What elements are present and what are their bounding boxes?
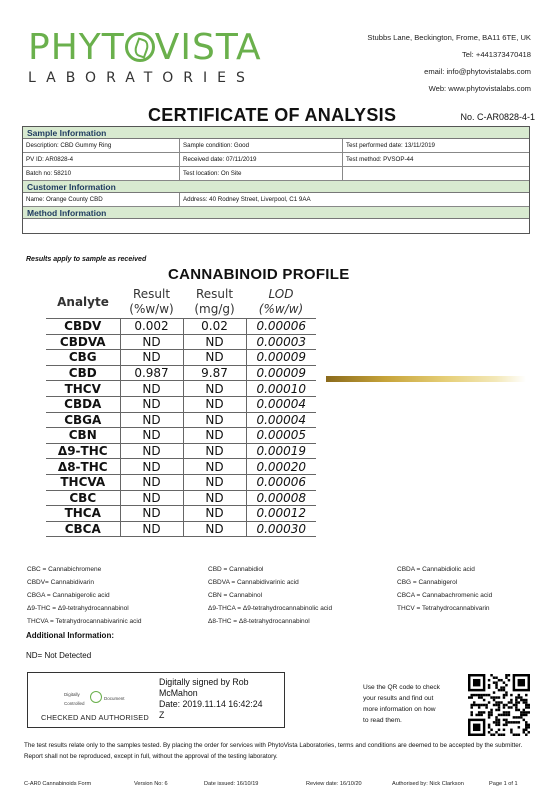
stamp-text-document: Document <box>104 696 125 701</box>
legend-entry: CBGA = Cannabigerolic acid <box>27 592 110 599</box>
signature-line: Digitally signed by Rob <box>159 677 249 687</box>
customer-name: Name: Orange County CBD <box>23 193 180 206</box>
lod-value: 0.00006 <box>246 474 316 490</box>
signature-line: McMahon <box>159 688 198 698</box>
result-pct: ND <box>120 474 183 490</box>
header-lod <box>246 286 316 319</box>
company-tel: Tel: +441373470418 <box>461 50 531 59</box>
signature-date: Date: 2019.11.14 16:42:24 <box>159 699 263 709</box>
result-mg: ND <box>183 396 246 412</box>
customer-address: Address: 40 Rodney Street, Liverpool, C1 9AA <box>183 196 311 203</box>
footer-issued: Date issued: 16/10/19 <box>204 781 259 787</box>
result-mg: ND <box>183 490 246 506</box>
qr-text-line: your results and find out <box>363 695 434 702</box>
legend-entry: Δ8-THC = Δ8-tetrahydrocannabinol <box>208 618 310 625</box>
lod-value: 0.00020 <box>246 459 316 475</box>
table-row <box>46 396 316 412</box>
result-mg: 0.02 <box>183 319 246 335</box>
legend-entry: CBCA = Cannabachromenic acid <box>397 592 493 599</box>
result-pct: ND <box>120 381 183 397</box>
customer-info-heading: Customer Information <box>23 181 529 193</box>
table-row <box>46 428 316 444</box>
lod-value: 0.00004 <box>246 396 316 412</box>
page-footer <box>24 781 536 791</box>
analyte-name: CBDVA <box>46 334 120 350</box>
result-mg: ND <box>183 334 246 350</box>
result-mg: ND <box>183 412 246 428</box>
company-address: Stubbs Lane, Beckington, Frome, BA11 6TE, UK <box>367 33 531 42</box>
result-pct: ND <box>120 459 183 475</box>
profile-title: CANNABINOID PROFILE <box>168 266 350 283</box>
lod-value: 0.00009 <box>246 350 316 366</box>
result-pct: ND <box>120 350 183 366</box>
result-mg: ND <box>183 474 246 490</box>
test-method: Test method: PVSOP-44 <box>346 156 414 163</box>
analyte-name: CBGA <box>46 412 120 428</box>
legend-row <box>27 576 537 589</box>
company-email: email: info@phytovistalabs.com <box>424 67 531 76</box>
checked-authorised-label: CHECKED AND AUTHORISED <box>41 713 149 722</box>
result-pct: ND <box>120 521 183 537</box>
table-row <box>46 350 316 366</box>
table-row <box>46 490 316 506</box>
footer-form: C-AR0 Cannabinoids Form <box>24 781 92 787</box>
footer-review: Review date: 16/10/20 <box>306 781 362 787</box>
lod-value: 0.00010 <box>246 381 316 397</box>
analyte-name: THCV <box>46 381 120 397</box>
header-result-pct-line2: (%w/w) <box>129 302 174 316</box>
analyte-name: THCA <box>46 506 120 522</box>
analyte-name: Δ8-THC <box>46 459 120 475</box>
legend-entry: THCVA = Tetrahydrocannabivarinic acid <box>27 618 142 625</box>
result-pct: ND <box>120 506 183 522</box>
document-title: CERTIFICATE OF ANALYSIS <box>148 105 397 125</box>
lod-value: 0.00008 <box>246 490 316 506</box>
table-row <box>46 319 316 335</box>
lod-value: 0.00003 <box>246 334 316 350</box>
additional-info-heading: Additional Information: <box>26 631 114 640</box>
lod-value: 0.00030 <box>246 521 316 537</box>
result-pct: 0.987 <box>120 365 183 381</box>
table-row <box>46 412 316 428</box>
logo-subtitle: LABORATORIES <box>28 70 255 86</box>
received-date: Received date: 07/11/2019 <box>180 153 343 166</box>
table-row <box>46 334 316 350</box>
signature-box <box>27 672 285 728</box>
stamp-text-controlled: Controlled <box>64 701 85 706</box>
method-info-blank <box>23 219 529 233</box>
analyte-name: CBG <box>46 350 120 366</box>
table-row <box>23 139 529 153</box>
sample-description: Description: CBD Gummy Ring <box>23 139 180 152</box>
lod-value: 0.00009 <box>246 365 316 381</box>
result-pct: 0.002 <box>120 319 183 335</box>
lod-value: 0.00019 <box>246 443 316 459</box>
test-location: Test location: On Site <box>180 167 343 180</box>
company-web: Web: www.phytovistalabs.com <box>428 84 531 93</box>
table-row <box>23 153 529 167</box>
empty-cell <box>343 167 529 180</box>
sample-info-table <box>22 126 530 234</box>
sample-condition: Sample condition: Good <box>180 139 343 152</box>
nd-note: ND= Not Detected <box>26 651 92 660</box>
table-header-row <box>46 286 316 319</box>
test-performed-date: Test performed date: 13/11/2019 <box>346 142 435 149</box>
analyte-name: CBCA <box>46 521 120 537</box>
batch-number: Batch no: 58210 <box>23 167 180 180</box>
company-logo <box>28 28 268 86</box>
legend-entry: THCV = Tetrahydrocannabivarin <box>397 605 490 612</box>
legend-entry: CBN = Cannabinol <box>208 592 263 599</box>
decorative-gold-bar <box>326 376 526 382</box>
table-row <box>23 167 529 181</box>
header-result-mg-line2: (mg/g) <box>194 302 235 316</box>
stamp-text-digitally: Digitally <box>64 692 80 697</box>
pv-id: PV ID: AR0828-4 <box>23 153 180 166</box>
legend-entry: CBC = Cannabichromene <box>27 566 102 573</box>
legend-entry: Δ9-THCA = Δ9-tetrahydrocannabinolic acid <box>208 605 333 612</box>
sample-info-heading: Sample Information <box>23 127 529 139</box>
legend-entry: CBD = Cannabidiol <box>208 566 264 573</box>
lod-value: 0.00006 <box>246 319 316 335</box>
table-row <box>46 459 316 475</box>
qr-instructions <box>363 682 463 726</box>
certificate-number: No. C-AR0828-4-1 <box>460 112 535 122</box>
lod-value: 0.00005 <box>246 428 316 444</box>
result-mg: ND <box>183 506 246 522</box>
legend-row <box>27 589 537 602</box>
qr-text-line: more information on how <box>363 706 436 713</box>
header-result-mg-line1: Result <box>195 287 234 301</box>
table-row <box>46 365 316 381</box>
qr-code-icon[interactable] <box>468 674 530 736</box>
result-pct: ND <box>120 412 183 428</box>
results-note: Results apply to sample as received <box>26 256 147 263</box>
result-mg: ND <box>183 428 246 444</box>
table-row <box>46 506 316 522</box>
analyte-name: THCVA <box>46 474 120 490</box>
result-pct: ND <box>120 443 183 459</box>
result-mg: 9.87 <box>183 365 246 381</box>
result-pct: ND <box>120 396 183 412</box>
abbreviation-legend <box>27 563 537 628</box>
cannabinoid-table <box>46 286 316 537</box>
leaf-icon <box>90 691 102 703</box>
result-pct: ND <box>120 490 183 506</box>
legend-entry: CBDV= Cannabidivarin <box>27 579 95 586</box>
result-mg: ND <box>183 381 246 397</box>
logo-wordmark <box>28 28 268 68</box>
table-row <box>46 381 316 397</box>
logo-text-left: PHYT <box>28 27 125 68</box>
footer-page: Page 1 of 1 <box>489 781 518 787</box>
header-result-pct-line1: Result <box>132 287 171 301</box>
footer-version: Version No: 6 <box>134 781 168 787</box>
legend-row <box>27 563 537 576</box>
header-result-pct <box>120 286 183 319</box>
legend-entry: CBDA = Cannabidiolic acid <box>397 566 475 573</box>
authorised-stamp <box>30 679 160 723</box>
lod-value: 0.00012 <box>246 506 316 522</box>
qr-text-line: to read them. <box>363 717 402 724</box>
result-mg: ND <box>183 350 246 366</box>
result-pct: ND <box>120 428 183 444</box>
footer-author: Authorised by: Nick Clarkson <box>392 781 464 787</box>
result-mg: ND <box>183 443 246 459</box>
result-mg: ND <box>183 521 246 537</box>
table-row <box>46 474 316 490</box>
legend-entry: CBG = Cannabigerol <box>397 579 458 586</box>
analyte-name: Δ9-THC <box>46 443 120 459</box>
analyte-name: CBD <box>46 365 120 381</box>
legend-entry: Δ9-THC = Δ9-tetrahydrocannabinol <box>27 605 129 612</box>
method-info-heading: Method Information <box>23 207 529 219</box>
legend-entry: CBDVA = Cannabidivarinic acid <box>208 579 299 586</box>
company-contact <box>367 29 531 97</box>
header-lod-line2: (%w/w) <box>258 302 304 316</box>
table-row <box>46 521 316 537</box>
qr-text-line: Use the QR code to check <box>363 684 440 691</box>
table-row <box>46 443 316 459</box>
analyte-name: CBN <box>46 428 120 444</box>
header-lod-line1: LOD <box>268 287 294 301</box>
legend-row <box>27 615 537 628</box>
analyte-name: CBC <box>46 490 120 506</box>
leaf-icon <box>125 32 155 62</box>
result-pct: ND <box>120 334 183 350</box>
signature-line: Z <box>159 710 165 720</box>
header-result-mg <box>183 286 246 319</box>
analyte-name: CBDV <box>46 319 120 335</box>
lod-value: 0.00004 <box>246 412 316 428</box>
table-row <box>23 193 529 207</box>
legend-row <box>27 602 537 615</box>
digital-signature-text <box>159 677 283 721</box>
header-analyte: Analyte <box>57 294 109 309</box>
result-mg: ND <box>183 459 246 475</box>
analyte-name: CBDA <box>46 396 120 412</box>
logo-text-right: VISTA <box>154 27 262 68</box>
disclaimer-text: The test results relate only to the samples tested. By placing the order for services with PhytoVista Laboratories, terms and conditions are deemed to be accepted by the submitter. Report shall not be reproduced, except in full, without the approval of the testing laboratory. <box>24 742 523 760</box>
